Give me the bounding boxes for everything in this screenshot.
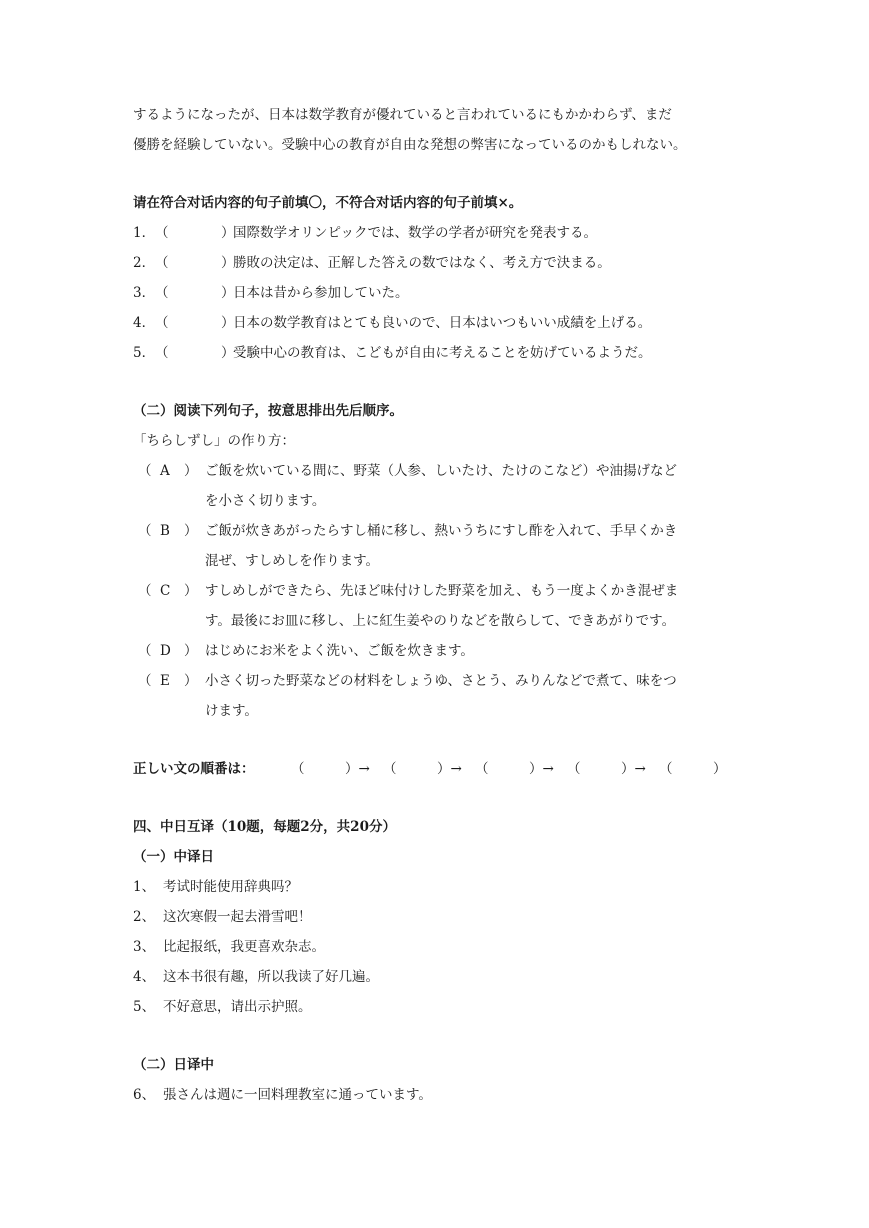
jp-to-cn-heading: （二）日译中: [133, 1057, 214, 1073]
step-letter: E: [160, 673, 170, 689]
step-text-line-2: す。最後にお皿に移し、上に紅生姜やのりなどを散らして、できあがりです。: [205, 613, 676, 629]
translation-item-number: 1、: [133, 879, 156, 895]
step-text-line-2: 混ぜ、すしめしを作ります。: [205, 553, 380, 569]
cn-to-jp-heading: （一）中译日: [133, 849, 214, 865]
step-paren-close: ）: [184, 463, 198, 479]
tf-item-5: [133, 338, 763, 368]
order-answer-slot-5[interactable]: （ ）: [659, 761, 727, 777]
step-paren-close: ）: [184, 583, 198, 599]
tf-item-number: 1．: [133, 225, 156, 241]
order-step-c: [133, 576, 763, 636]
step-label: [133, 576, 205, 636]
order-step-e: [133, 666, 763, 726]
tf-item-text: 国際数学オリンピックでは、数学の学者が研究を発表する。: [233, 225, 597, 241]
step-letter: B: [160, 523, 170, 539]
tf-item-text: 日本は昔から参加していた。: [233, 285, 409, 301]
translation-item-number: 3、: [133, 939, 156, 955]
order-answer-slot-1[interactable]: （ ）→: [291, 761, 370, 777]
step-paren-close: ）: [184, 643, 198, 659]
step-paren-open: （: [138, 463, 152, 479]
step-text: [205, 456, 751, 516]
tf-item-3: [133, 278, 763, 308]
step-paren-open: （: [138, 673, 152, 689]
passage-line-2: 優勝を経験していない。受験中心の教育が自由な発想の弊害になっているのかもしれない。: [133, 137, 687, 153]
tf-paren-open: （: [155, 345, 169, 361]
tf-item-text: 勝敗の決定は、正解した答えの数ではなく、考え方で決まる。: [233, 255, 611, 271]
step-label: [133, 516, 205, 576]
tf-paren-open: （: [155, 285, 169, 301]
translation-item-text: 比起报纸，我更喜欢杂志。: [163, 939, 325, 955]
tf-paren-close: ）: [221, 255, 235, 271]
order-answer-slot-3[interactable]: （ ）→: [475, 761, 554, 777]
step-text: [205, 666, 751, 726]
tf-item-number: 2．: [133, 255, 156, 271]
order-heading: （二）阅读下列句子，按意思排出先后顺序。: [133, 403, 403, 419]
step-text: [205, 576, 751, 636]
tf-answer-blank[interactable]: [173, 338, 221, 368]
translation-item-6: [133, 1080, 763, 1110]
step-text-line-1: ご飯が炊きあがったらすし桶に移し、熱いうちにすし酢を入れて、手早くかき: [205, 523, 678, 539]
step-paren-open: （: [138, 523, 152, 539]
translation-item-text: 这次寒假一起去滑雪吧！: [163, 909, 312, 925]
tf-answer-blank[interactable]: [173, 278, 221, 308]
translation-item-5: [133, 992, 763, 1022]
step-text-line-1: 小さく切った野菜などの材料をしょうゆ、さとう、みりんなどで煮て、味をつ: [205, 673, 677, 689]
tf-item-number: 4．: [133, 315, 156, 331]
order-answer-slot-4[interactable]: （ ）→: [567, 761, 646, 777]
translation-item-number: 5、: [133, 999, 156, 1015]
tf-answer-blank[interactable]: [173, 218, 221, 248]
step-text-line-1: はじめにお米をよく洗い、ご飯を炊きます。: [205, 643, 474, 659]
tf-paren-close: ）: [221, 285, 235, 301]
tf-paren-close: ）: [221, 345, 235, 361]
step-text-line-1: すしめしができたら、先ほど味付けした野菜を加え、もう一度よくかき混ぜま: [205, 583, 679, 599]
step-text-line-1: ご飯を炊いている間に、野菜（人参、しいたけ、たけのこなど）や油揚げなど: [205, 463, 677, 479]
translation-item-4: [133, 962, 763, 992]
tf-paren-open: （: [155, 255, 169, 271]
step-letter: C: [160, 583, 171, 599]
step-text-line-2: けます。: [205, 703, 258, 719]
translation-item-2: [133, 902, 763, 932]
tf-paren-open: （: [155, 225, 169, 241]
tf-item-4: [133, 308, 763, 338]
tf-item-text: 日本の数学教育はとても良いので、日本はいつもいい成績を上げる。: [233, 315, 652, 331]
order-step-d: [133, 636, 763, 666]
tf-item-number: 3．: [133, 285, 156, 301]
tf-paren-open: （: [155, 315, 169, 331]
translation-heading: 四、中日互译（10题，每题2分，共20分）: [133, 819, 396, 835]
tf-item-text: 受験中心の教育は、こどもが自由に考えることを妨げているようだ。: [233, 345, 652, 361]
tf-item-number: 5．: [133, 345, 156, 361]
step-paren-open: （: [138, 583, 152, 599]
step-letter: D: [160, 643, 171, 659]
step-paren-close: ）: [184, 673, 198, 689]
step-label: [133, 636, 205, 666]
tf-item-2: [133, 248, 763, 278]
step-paren-open: （: [138, 643, 152, 659]
translation-item-text: 張さんは週に一回料理教室に通っています。: [163, 1087, 432, 1103]
tf-item-1: [133, 218, 763, 248]
tf-paren-close: ）: [221, 225, 235, 241]
step-text-line-2: を小さく切ります。: [205, 493, 326, 509]
order-step-a: [133, 456, 763, 516]
translation-item-1: [133, 872, 763, 902]
step-letter: A: [160, 463, 170, 479]
tf-paren-close: ）: [221, 315, 235, 331]
order-answer-row: [133, 754, 763, 784]
translation-item-text: 不好意思，请出示护照。: [163, 999, 312, 1015]
translation-item-number: 6、: [133, 1087, 156, 1103]
order-answer-slot-2[interactable]: （ ）→: [383, 761, 462, 777]
translation-item-3: [133, 932, 763, 962]
tf-answer-blank[interactable]: [173, 248, 221, 278]
step-text: [205, 516, 751, 576]
step-text: [205, 636, 751, 666]
step-label: [133, 456, 205, 516]
passage-line-1: するようになったが、日本は数学教育が優れていると言われているにもかかわらず、まだ: [133, 107, 672, 123]
tf-answer-blank[interactable]: [173, 308, 221, 338]
document-page: [133, 100, 763, 1110]
order-answer-label: 正しい文の順番は：: [133, 761, 255, 777]
translation-item-number: 4、: [133, 969, 156, 985]
translation-item-text: 考试时能使用辞典吗？: [163, 879, 298, 895]
tf-instruction: 请在符合对话内容的句子前填〇，不符合对话内容的句子前填×。: [133, 195, 523, 211]
translation-item-number: 2、: [133, 909, 156, 925]
translation-item-text: 这本书很有趣，所以我读了好几遍。: [163, 969, 379, 985]
order-step-b: [133, 516, 763, 576]
step-label: [133, 666, 205, 726]
step-paren-close: ）: [184, 523, 198, 539]
order-subtitle: 「ちらしずし」の作り方：: [133, 433, 295, 449]
